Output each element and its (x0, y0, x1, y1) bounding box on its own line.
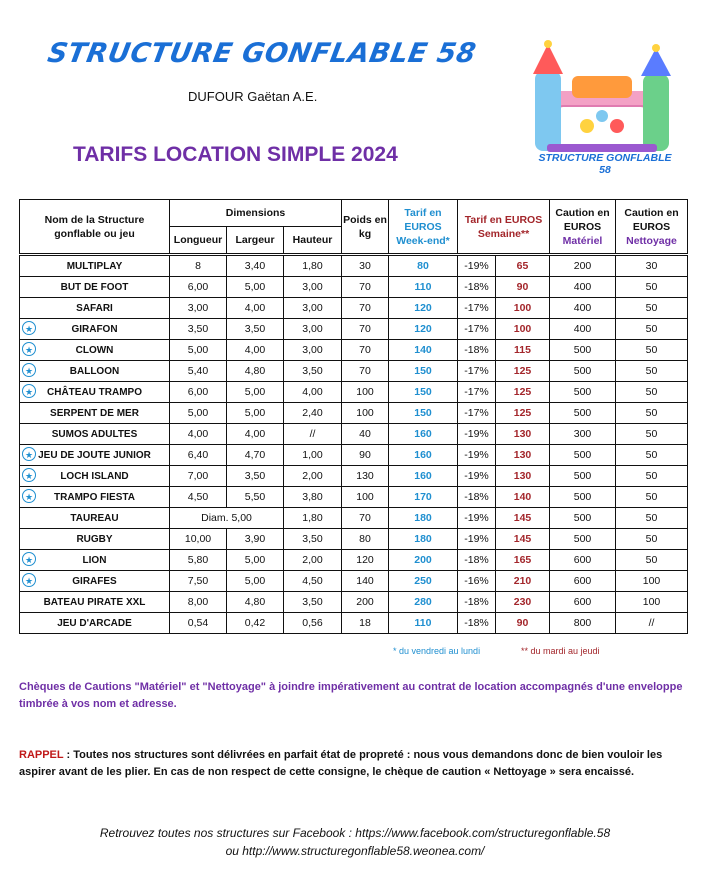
cell-tarif-semaine: 130 (496, 466, 550, 487)
cell-reduction: -19% (458, 529, 496, 550)
structure-name: BATEAU PIRATE XXL (43, 596, 146, 608)
table-row (20, 550, 688, 571)
cell-reduction: -17% (458, 403, 496, 424)
cell-longueur: 7,00 (170, 466, 227, 487)
cell-caution-materiel: 500 (550, 445, 616, 466)
cell-caution-materiel: 500 (550, 508, 616, 529)
cell-caution-nettoyage: 50 (616, 487, 688, 508)
cheques-notice: Chèques de Cautions "Matériel" et "Nettoyage" à joindre impérativement au contrat de location accompagnés d'une enveloppe timbrée à vos nom et adresse. (19, 681, 683, 710)
structure-name: GIRAFON (71, 323, 118, 335)
cell-largeur: 4,00 (227, 340, 284, 361)
cell-tarif-weekend: 150 (389, 403, 458, 424)
footer-facebook: Retrouvez toutes nos structures sur Facebook : https://www.facebook.com/structuregonflable.58 (99, 826, 611, 840)
structure-name: BUT DE FOOT (60, 281, 129, 293)
table-row (20, 529, 688, 550)
header-hauteur: Hauteur (284, 227, 342, 255)
cell-reduction: -17% (458, 382, 496, 403)
cell-hauteur: 3,50 (284, 529, 342, 550)
structure-name: JEU D'ARCADE (57, 617, 132, 629)
structure-name: BALLOON (69, 365, 120, 377)
star-circle-icon: ★ (22, 384, 36, 398)
header-poids: Poids en kg (342, 200, 389, 255)
cell-tarif-weekend: 170 (389, 487, 458, 508)
cell-caution-materiel: 500 (550, 340, 616, 361)
cell-largeur: 5,00 (227, 382, 284, 403)
rappel-label: RAPPEL (19, 749, 64, 761)
cell-tarif-weekend: 250 (389, 571, 458, 592)
page-title: TARIFS LOCATION SIMPLE 2024 (73, 143, 398, 166)
cell-longueur: 7,50 (170, 571, 227, 592)
cell-largeur: 5,00 (227, 277, 284, 298)
cell-structure-name (20, 424, 170, 445)
cell-structure-name (20, 255, 170, 277)
header-dimensions: Dimensions (170, 200, 342, 227)
cell-hauteur: // (284, 424, 342, 445)
cell-largeur: 5,50 (227, 487, 284, 508)
cell-tarif-semaine: 145 (496, 529, 550, 550)
star-circle-icon: ★ (22, 489, 36, 503)
cell-caution-nettoyage: 100 (616, 571, 688, 592)
cell-caution-materiel: 500 (550, 361, 616, 382)
cell-tarif-weekend: 110 (389, 277, 458, 298)
cell-poids: 130 (342, 466, 389, 487)
note-semaine: ** du mardi au jeudi (521, 646, 600, 656)
cell-reduction: -19% (458, 424, 496, 445)
cell-tarif-semaine: 145 (496, 508, 550, 529)
star-circle-icon: ★ (22, 363, 36, 377)
header-caution-nettoyage-sub: Nettoyage (626, 234, 677, 247)
cell-hauteur: 1,80 (284, 255, 342, 277)
cell-poids: 120 (342, 550, 389, 571)
cell-structure-name (20, 319, 170, 340)
cell-tarif-semaine: 130 (496, 445, 550, 466)
cell-tarif-weekend: 160 (389, 466, 458, 487)
cell-longueur: 5,00 (170, 340, 227, 361)
cell-tarif-semaine: 90 (496, 277, 550, 298)
structure-name: LION (82, 554, 107, 566)
footer-website: ou http://www.structuregonflable58.weonea.com/ (225, 844, 485, 858)
cell-caution-materiel: 400 (550, 277, 616, 298)
cell-diametre: Diam. 5,00 (170, 508, 284, 529)
cell-largeur: 3,50 (227, 466, 284, 487)
cell-caution-materiel: 800 (550, 613, 616, 634)
cell-tarif-semaine: 115 (496, 340, 550, 361)
cell-reduction: -18% (458, 487, 496, 508)
cell-poids: 80 (342, 529, 389, 550)
cell-caution-nettoyage: 50 (616, 550, 688, 571)
table-row (20, 571, 688, 592)
cell-caution-nettoyage: 50 (616, 382, 688, 403)
structure-name: TAUREAU (70, 512, 119, 524)
header-caution-materiel-sub: Matériel (562, 234, 603, 247)
cell-hauteur: 3,00 (284, 277, 342, 298)
header-caution-materiel-label: Caution en EUROS (555, 206, 610, 233)
cell-tarif-semaine: 125 (496, 403, 550, 424)
cell-caution-nettoyage: 100 (616, 592, 688, 613)
cell-tarif-weekend: 150 (389, 382, 458, 403)
cell-structure-name (20, 382, 170, 403)
cell-tarif-semaine: 230 (496, 592, 550, 613)
cell-poids: 30 (342, 255, 389, 277)
brand-title: STRUCTURE GONFLABLE 58 (45, 38, 479, 69)
cell-longueur: 8,00 (170, 592, 227, 613)
table-row (20, 403, 688, 424)
structure-name: CHÂTEAU TRAMPO (47, 386, 142, 398)
cell-hauteur: 1,00 (284, 445, 342, 466)
cell-largeur: 0,42 (227, 613, 284, 634)
cell-poids: 70 (342, 508, 389, 529)
structure-name: RUGBY (76, 533, 113, 545)
cell-tarif-weekend: 280 (389, 592, 458, 613)
footer (40, 824, 670, 860)
cell-longueur: 6,00 (170, 277, 227, 298)
header-caution-nettoyage (616, 200, 688, 255)
cell-tarif-semaine: 125 (496, 361, 550, 382)
star-circle-icon: ★ (22, 321, 36, 335)
price-table (19, 199, 688, 634)
cell-structure-name (20, 550, 170, 571)
table-row (20, 361, 688, 382)
cell-tarif-weekend: 140 (389, 340, 458, 361)
cell-largeur: 4,80 (227, 361, 284, 382)
cell-reduction: -19% (458, 255, 496, 277)
cell-poids: 70 (342, 340, 389, 361)
header-semaine: Tarif en EUROS Semaine** (458, 200, 550, 255)
cell-largeur: 5,00 (227, 571, 284, 592)
cell-caution-nettoyage: 50 (616, 445, 688, 466)
cell-caution-nettoyage: 50 (616, 529, 688, 550)
cell-structure-name (20, 466, 170, 487)
cell-hauteur: 3,50 (284, 592, 342, 613)
table-row (20, 319, 688, 340)
cell-caution-materiel: 400 (550, 298, 616, 319)
cell-reduction: -19% (458, 445, 496, 466)
cell-reduction: -18% (458, 592, 496, 613)
cell-tarif-semaine: 100 (496, 298, 550, 319)
header-name: Nom de la Structure gonflable ou jeu (20, 200, 170, 255)
table-row (20, 613, 688, 634)
cell-structure-name (20, 361, 170, 382)
star-circle-icon: ★ (22, 447, 36, 461)
cell-longueur: 6,00 (170, 382, 227, 403)
cell-reduction: -17% (458, 361, 496, 382)
cell-reduction: -18% (458, 550, 496, 571)
cell-longueur: 5,80 (170, 550, 227, 571)
cell-largeur: 4,00 (227, 424, 284, 445)
cell-structure-name (20, 571, 170, 592)
cell-caution-materiel: 600 (550, 550, 616, 571)
structure-name: SUMOS ADULTES (51, 428, 138, 440)
cell-hauteur: 2,40 (284, 403, 342, 424)
cell-caution-materiel: 500 (550, 529, 616, 550)
structure-name: GIRAFES (72, 575, 117, 587)
cell-longueur: 4,00 (170, 424, 227, 445)
cell-tarif-weekend: 80 (389, 255, 458, 277)
star-circle-icon: ★ (22, 552, 36, 566)
cell-tarif-semaine: 100 (496, 319, 550, 340)
cell-hauteur: 3,00 (284, 298, 342, 319)
header-weekend: Tarif en EUROS Week-end* (389, 200, 458, 255)
cell-caution-nettoyage: 50 (616, 319, 688, 340)
cell-structure-name (20, 445, 170, 466)
cell-hauteur: 2,00 (284, 466, 342, 487)
cell-tarif-weekend: 120 (389, 298, 458, 319)
cell-poids: 70 (342, 319, 389, 340)
cell-longueur: 0,54 (170, 613, 227, 634)
cell-structure-name (20, 298, 170, 319)
cell-longueur: 6,40 (170, 445, 227, 466)
structure-name: MULTIPLAY (66, 260, 123, 272)
structure-name: TRAMPO FIESTA (54, 491, 135, 503)
cell-tarif-semaine: 130 (496, 424, 550, 445)
table-row (20, 445, 688, 466)
cell-largeur: 5,00 (227, 403, 284, 424)
cell-structure-name (20, 613, 170, 634)
structure-name: LOCH ISLAND (60, 470, 129, 482)
cell-tarif-weekend: 160 (389, 424, 458, 445)
cell-reduction: -19% (458, 466, 496, 487)
cell-poids: 18 (342, 613, 389, 634)
cell-caution-nettoyage: 50 (616, 424, 688, 445)
header-caution-materiel (550, 200, 616, 255)
cell-hauteur: 1,80 (284, 508, 342, 529)
cell-longueur: 5,00 (170, 403, 227, 424)
cell-reduction: -18% (458, 340, 496, 361)
cell-caution-materiel: 600 (550, 592, 616, 613)
cell-caution-materiel: 500 (550, 487, 616, 508)
cell-hauteur: 3,00 (284, 340, 342, 361)
table-row (20, 382, 688, 403)
cell-tarif-weekend: 160 (389, 445, 458, 466)
cell-largeur: 3,40 (227, 255, 284, 277)
cell-largeur: 4,70 (227, 445, 284, 466)
star-circle-icon: ★ (22, 573, 36, 587)
cell-largeur: 3,50 (227, 319, 284, 340)
cell-poids: 70 (342, 361, 389, 382)
cell-hauteur: 2,00 (284, 550, 342, 571)
table-row (20, 487, 688, 508)
cell-poids: 70 (342, 298, 389, 319)
cell-structure-name (20, 277, 170, 298)
header-caution-nettoyage-label: Caution en EUROS (624, 206, 679, 233)
cell-longueur: 3,00 (170, 298, 227, 319)
cell-tarif-semaine: 210 (496, 571, 550, 592)
header-largeur: Largeur (227, 227, 284, 255)
cell-poids: 100 (342, 403, 389, 424)
cell-hauteur: 3,80 (284, 487, 342, 508)
owner-name: DUFOUR Gaëtan A.E. (188, 89, 318, 104)
cell-caution-nettoyage: 50 (616, 277, 688, 298)
cell-tarif-weekend: 120 (389, 319, 458, 340)
table-row (20, 508, 688, 529)
cell-tarif-semaine: 90 (496, 613, 550, 634)
cell-caution-materiel: 400 (550, 319, 616, 340)
cell-largeur: 3,90 (227, 529, 284, 550)
cell-largeur: 5,00 (227, 550, 284, 571)
cell-structure-name (20, 403, 170, 424)
cell-caution-nettoyage: // (616, 613, 688, 634)
cell-longueur: 5,40 (170, 361, 227, 382)
cell-caution-nettoyage: 50 (616, 466, 688, 487)
cell-structure-name (20, 340, 170, 361)
cell-caution-materiel: 200 (550, 255, 616, 277)
table-row (20, 466, 688, 487)
cell-hauteur: 0,56 (284, 613, 342, 634)
cell-caution-nettoyage: 30 (616, 255, 688, 277)
cell-caution-materiel: 300 (550, 424, 616, 445)
cell-tarif-semaine: 125 (496, 382, 550, 403)
header-longueur: Longueur (170, 227, 227, 255)
table-row (20, 277, 688, 298)
cell-structure-name (20, 529, 170, 550)
note-weekend: * du vendredi au lundi (393, 646, 481, 656)
cell-reduction: -18% (458, 613, 496, 634)
cell-caution-nettoyage: 50 (616, 298, 688, 319)
star-circle-icon: ★ (22, 468, 36, 482)
cell-poids: 140 (342, 571, 389, 592)
rappel-notice (19, 747, 694, 781)
structure-name: SERPENT DE MER (50, 407, 139, 419)
cell-tarif-weekend: 200 (389, 550, 458, 571)
cell-hauteur: 3,00 (284, 319, 342, 340)
table-row (20, 340, 688, 361)
cell-reduction: -19% (458, 508, 496, 529)
cell-poids: 40 (342, 424, 389, 445)
cell-largeur: 4,80 (227, 592, 284, 613)
cell-poids: 90 (342, 445, 389, 466)
cell-tarif-weekend: 180 (389, 508, 458, 529)
cell-hauteur: 4,00 (284, 382, 342, 403)
cell-largeur: 4,00 (227, 298, 284, 319)
structure-name: CLOWN (75, 344, 114, 356)
cell-reduction: -17% (458, 319, 496, 340)
cell-tarif-semaine: 165 (496, 550, 550, 571)
cell-tarif-weekend: 150 (389, 361, 458, 382)
table-row (20, 298, 688, 319)
cell-caution-nettoyage: 50 (616, 403, 688, 424)
cell-reduction: -18% (458, 277, 496, 298)
cell-caution-materiel: 600 (550, 571, 616, 592)
cell-longueur: 3,50 (170, 319, 227, 340)
cell-hauteur: 4,50 (284, 571, 342, 592)
cell-reduction: -16% (458, 571, 496, 592)
cell-structure-name (20, 592, 170, 613)
cell-caution-nettoyage: 50 (616, 361, 688, 382)
structure-name: SAFARI (76, 302, 113, 314)
cell-caution-materiel: 500 (550, 382, 616, 403)
star-circle-icon: ★ (22, 342, 36, 356)
rappel-text: : Toutes nos structures sont délivrées en parfait état de propreté : nous vous demandons donc de bien vouloir les aspirer avant de les plier. En cas de non respect de cette consigne, le chèque de caution « Nettoyage » sera encaissé. (19, 749, 663, 778)
cell-longueur: 4,50 (170, 487, 227, 508)
cell-poids: 200 (342, 592, 389, 613)
cell-poids: 100 (342, 382, 389, 403)
cell-longueur: 10,00 (170, 529, 227, 550)
logo-caption: STRUCTURE GONFLABLE 58 (538, 152, 672, 176)
table-row (20, 255, 688, 277)
cell-hauteur: 3,50 (284, 361, 342, 382)
cell-caution-nettoyage: 50 (616, 340, 688, 361)
cell-caution-materiel: 500 (550, 466, 616, 487)
structure-name: JEU DE JOUTE JUNIOR (38, 449, 151, 461)
cell-reduction: -17% (458, 298, 496, 319)
table-row (20, 592, 688, 613)
cell-tarif-semaine: 65 (496, 255, 550, 277)
cell-tarif-semaine: 140 (496, 487, 550, 508)
cell-poids: 70 (342, 277, 389, 298)
cell-caution-materiel: 500 (550, 403, 616, 424)
cell-tarif-weekend: 180 (389, 529, 458, 550)
cell-longueur: 8 (170, 255, 227, 277)
table-row (20, 424, 688, 445)
cell-tarif-weekend: 110 (389, 613, 458, 634)
cell-structure-name (20, 508, 170, 529)
cell-poids: 100 (342, 487, 389, 508)
cell-caution-nettoyage: 50 (616, 508, 688, 529)
cell-structure-name (20, 487, 170, 508)
